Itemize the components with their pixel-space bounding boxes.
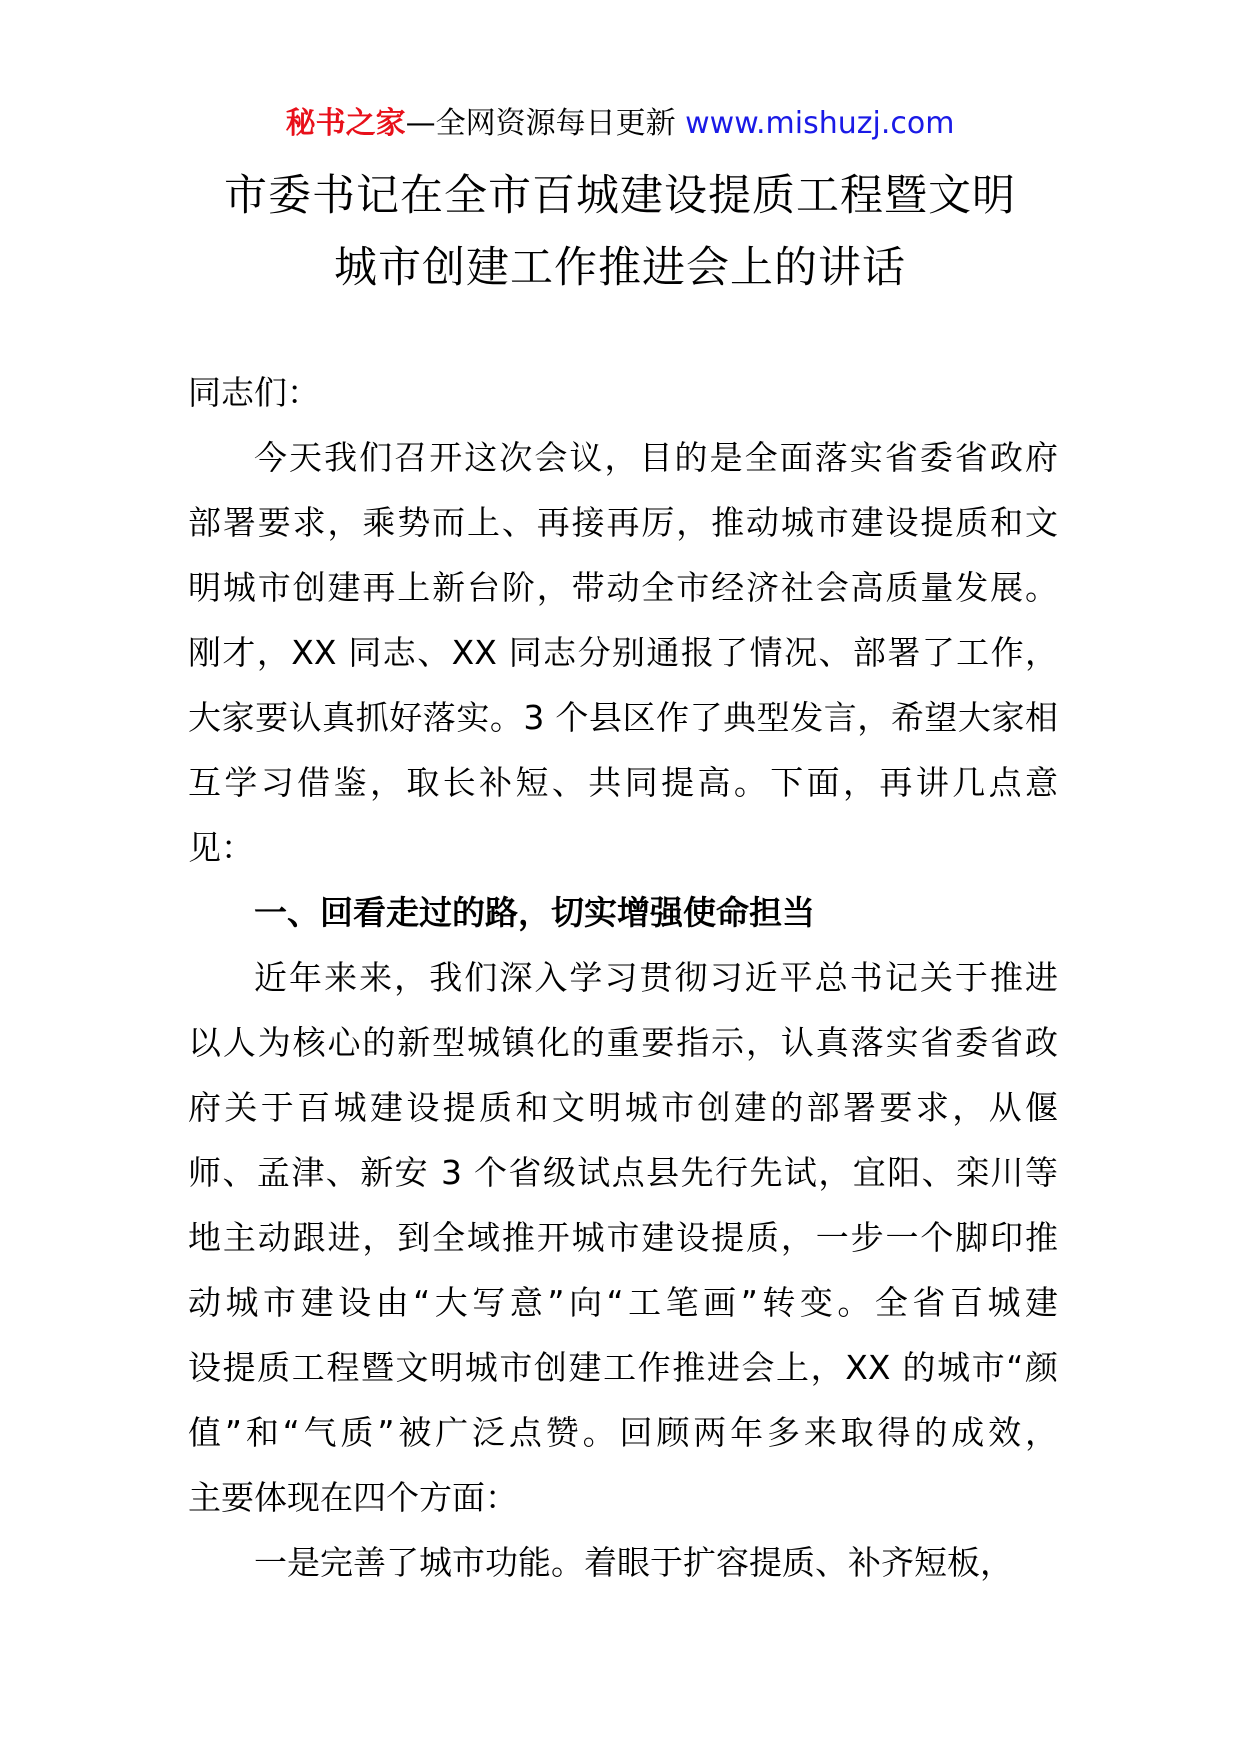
text-line: 部署要求，乘势而上、再接再厉，推动城市建设提质和文 [188, 503, 1058, 542]
text-line: 师、孟津、新安 3 个省级试点县先行先试，宜阳、栾川等 [188, 1153, 1058, 1192]
text-line: 刚才，XX 同志、XX 同志分别通报了情况、部署了工作， [188, 633, 1058, 672]
text-line: 今天我们召开这次会议，目的是全面落实省委省政府 [254, 438, 1058, 477]
banner-tagline: —全网资源每日更新 [405, 106, 686, 141]
website-url[interactable]: www.mishuzj.com [685, 106, 955, 141]
text-line: 府关于百城建设提质和文明城市创建的部署要求，从偃 [188, 1088, 1058, 1127]
section-heading-1: 一、回看走过的路，切实增强使命担当 [254, 893, 815, 932]
title-line-1: 市委书记在全市百城建设提质工程暨文明 [224, 171, 1016, 221]
text-line: 以人为核心的新型城镇化的重要指示，认真落实省委省政 [188, 1023, 1058, 1062]
paragraph-point-one [188, 1530, 1058, 1595]
text-line: 动城市建设由“大写意”向“工笔画”转变。全省百城建 [188, 1283, 1058, 1322]
document-body [188, 360, 1058, 1595]
text-line: 见： [188, 828, 254, 867]
text-line: 值”和“气质”被广泛点赞。回顾两年多来取得的成效， [188, 1413, 1058, 1452]
text-line: 明城市创建再上新台阶，带动全市经济社会高质量发展。 [188, 568, 1058, 607]
text-line: 互学习借鉴，取长补短、共同提高。下面，再讲几点意 [188, 763, 1058, 802]
salutation: 同志们： [188, 373, 320, 412]
paragraph-opening [188, 425, 1058, 880]
paragraph-review [188, 945, 1058, 1530]
text-line: 主要体现在四个方面： [188, 1478, 518, 1517]
text-line: 近年来来，我们深入学习贯彻习近平总书记关于推进 [254, 958, 1058, 997]
document-title [150, 160, 1090, 304]
text-line: 一是完善了城市功能。着眼于扩容提质、补齐短板， [254, 1543, 1013, 1582]
title-line-2: 城市创建工作推进会上的讲话 [334, 243, 906, 293]
text-line: 大家要认真抓好落实。3 个县区作了典型发言，希望大家相 [188, 698, 1058, 737]
brand-name: 秘书之家 [285, 106, 406, 141]
text-line: 地主动跟进，到全域推开城市建设提质，一步一个脚印推 [188, 1218, 1058, 1257]
header-banner [0, 104, 1240, 144]
text-line: 设提质工程暨文明城市创建工作推进会上，XX 的城市“颜 [188, 1348, 1058, 1387]
